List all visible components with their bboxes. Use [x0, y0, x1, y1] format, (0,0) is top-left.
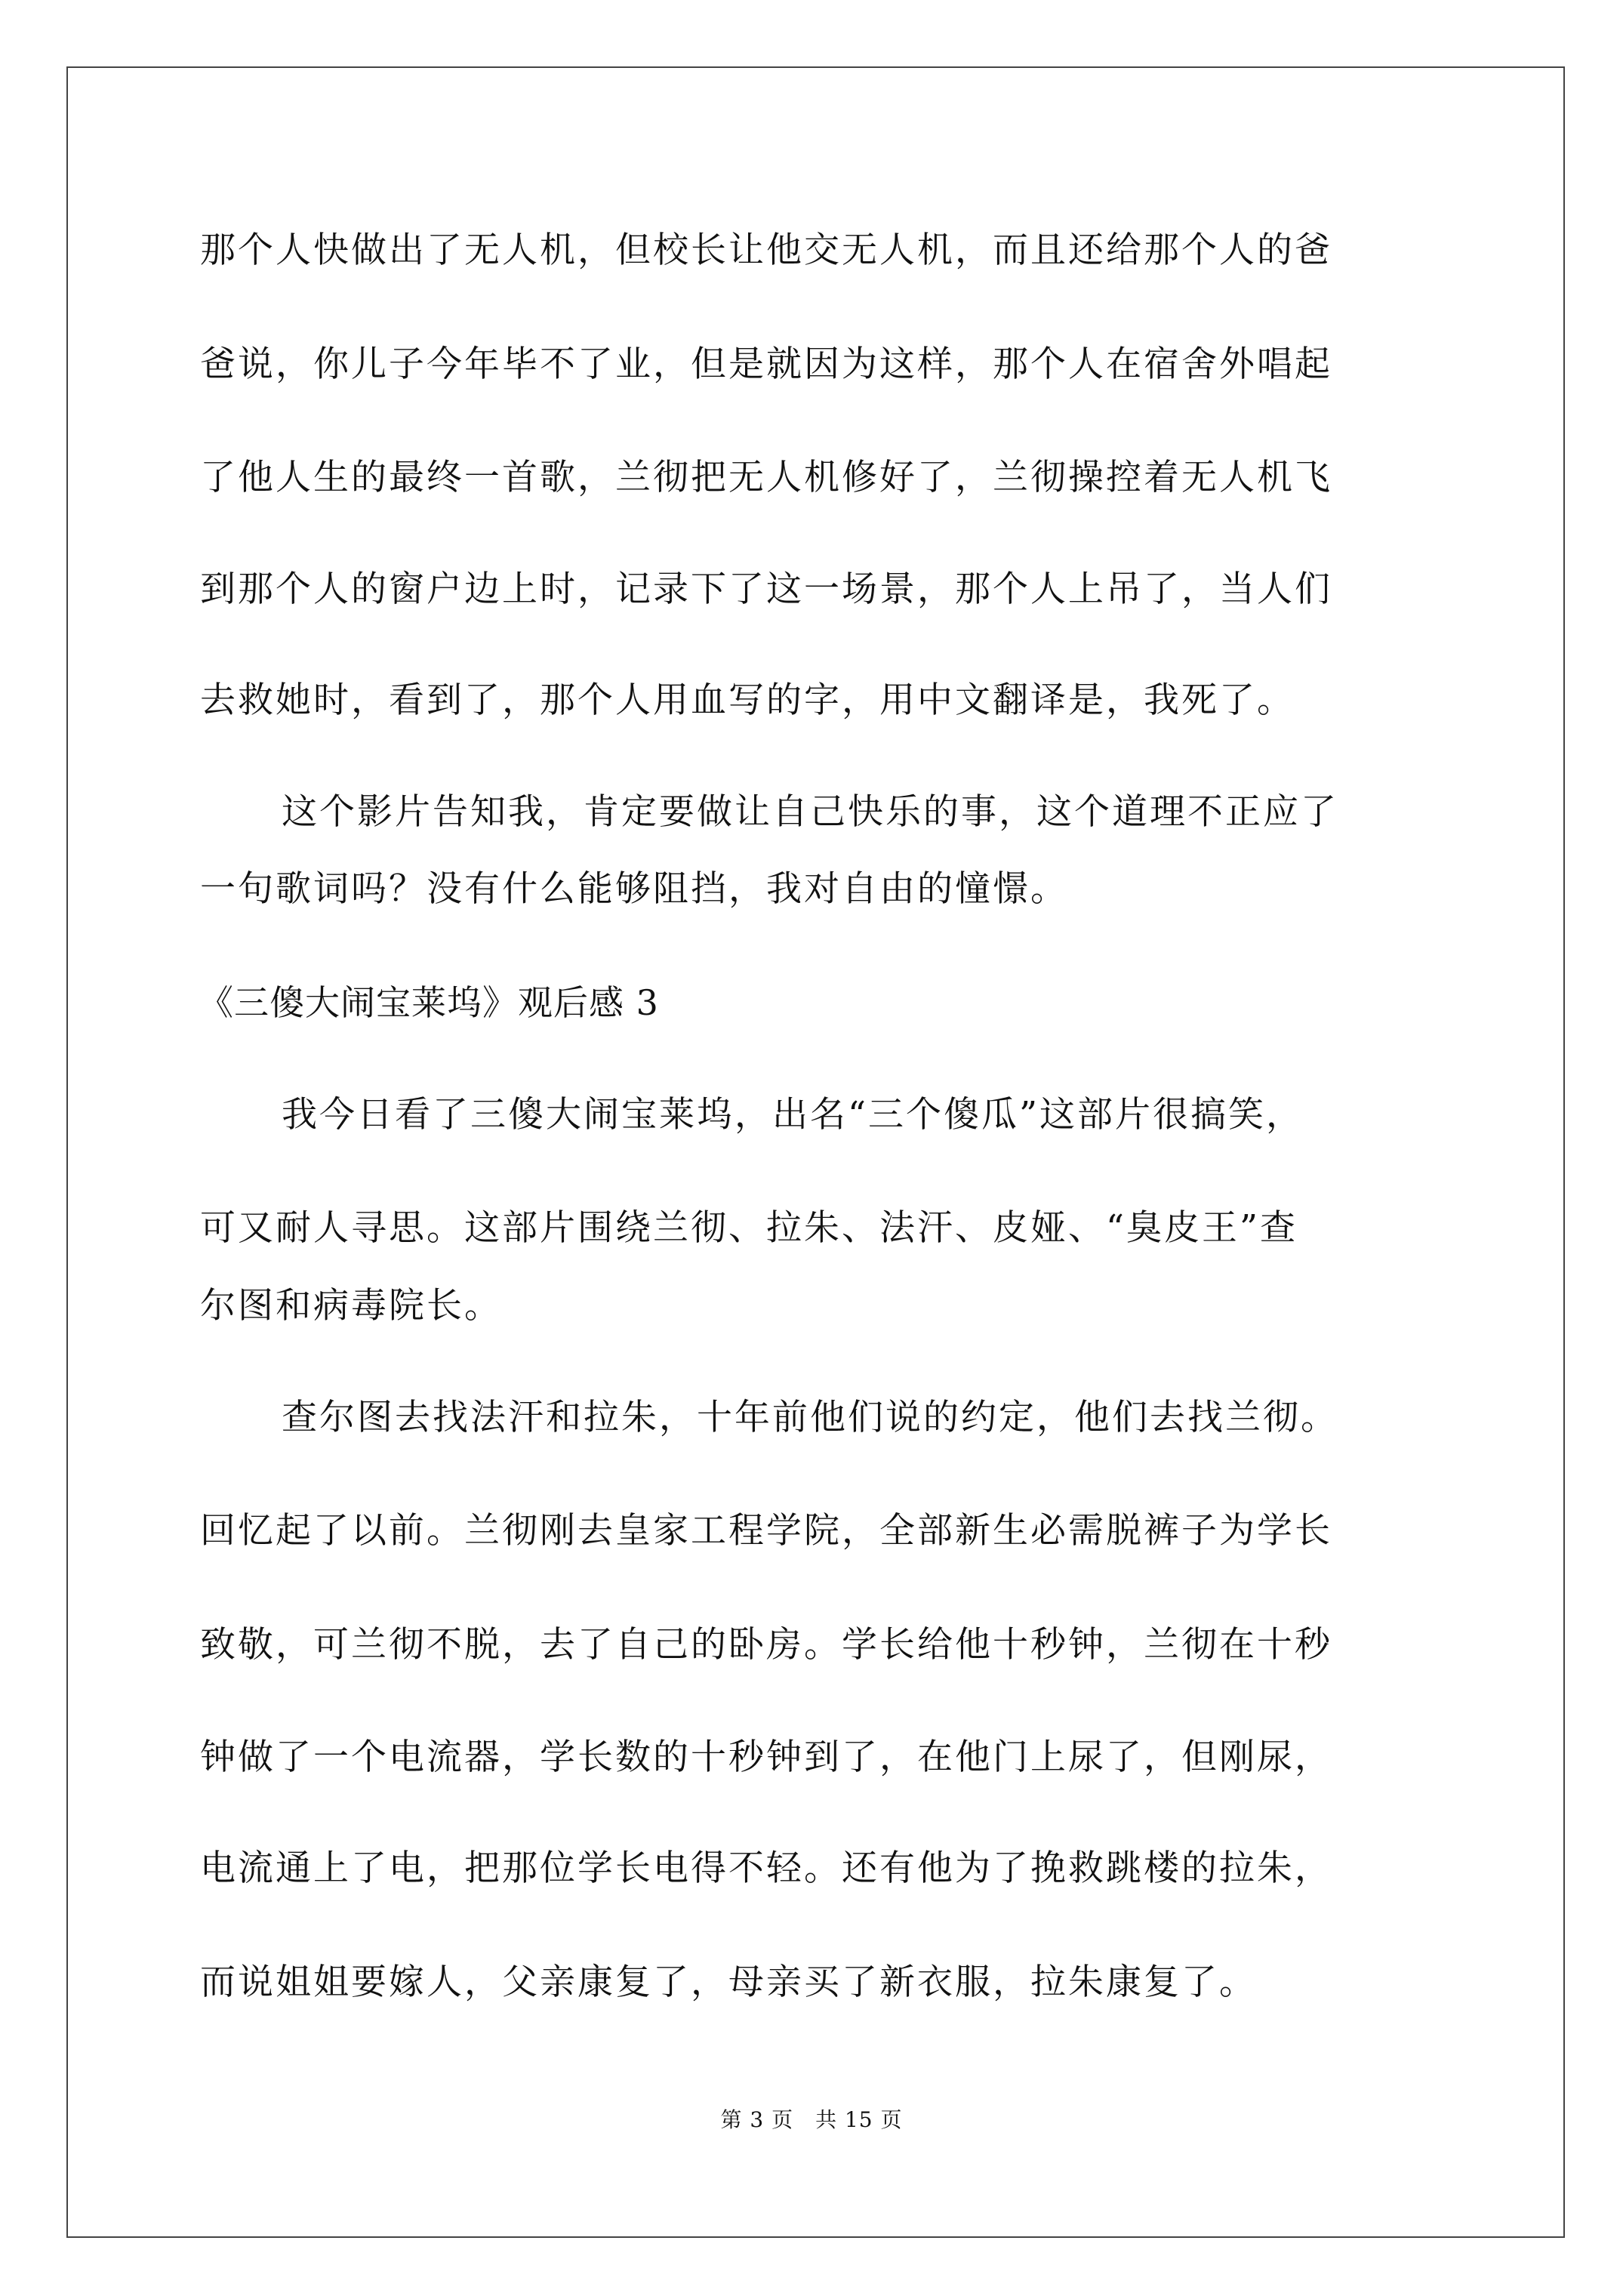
text-line: 爸说，你儿子今年毕不了业，但是就因为这样，那个人在宿舍外唱起: [200, 344, 1332, 385]
text-line: 致敬，可兰彻不脱，去了自己的卧房。学长给他十秒钟，兰彻在十秒: [200, 1624, 1332, 1666]
text-line: 了他人生的最终一首歌，兰彻把无人机修好了，兰彻操控着无人机飞: [200, 457, 1332, 498]
text-line: 回忆起了以前。兰彻刚去皇家工程学院，全部新生必需脱裤子为学长: [200, 1510, 1332, 1552]
section-heading: 《三傻大闹宝莱坞》观后感 3: [199, 982, 659, 1023]
paragraph-first-line: 这个影片告知我，肯定要做让自己快乐的事，这个道理不正应了: [282, 791, 1338, 833]
page-border: [66, 66, 1565, 2238]
paragraph-first-line: 查尔图去找法汗和拉朱，十年前他们说的约定，他们去找兰彻。: [282, 1397, 1338, 1438]
text-line: 到那个人的窗户边上时，记录下了这一场景，那个人上吊了，当人们: [200, 569, 1332, 610]
text-line: 那个人快做出了无人机，但校长让他交无人机，而且还给那个人的爸: [200, 230, 1332, 271]
text-line: 可又耐人寻思。这部片围绕兰彻、拉朱、法汗、皮娅、“臭皮王”查: [200, 1207, 1298, 1249]
paragraph-first-line: 我今日看了三傻大闹宝莱坞，出名“三个傻瓜”这部片很搞笑，: [282, 1094, 1304, 1136]
text-line: 尔图和病毒院长。: [200, 1285, 502, 1327]
text-line: 去救她时，看到了，那个人用血写的字，用中文翻译是，我死了。: [200, 680, 1295, 721]
text-line: 而说姐姐要嫁人，父亲康复了，母亲买了新衣服，拉朱康复了。: [200, 1962, 1257, 2003]
text-line: 钟做了一个电流器，学长数的十秒钟到了，在他门上尿了，但刚尿，: [200, 1737, 1332, 1778]
text-line: 电流通上了电，把那位学长电得不轻。还有他为了挽救跳楼的拉朱，: [200, 1848, 1332, 1889]
page-number-footer: 第 3 页 共 15 页: [720, 2107, 903, 2132]
text-line: 一句歌词吗？没有什么能够阻挡，我对自由的憧憬。: [200, 868, 1068, 910]
